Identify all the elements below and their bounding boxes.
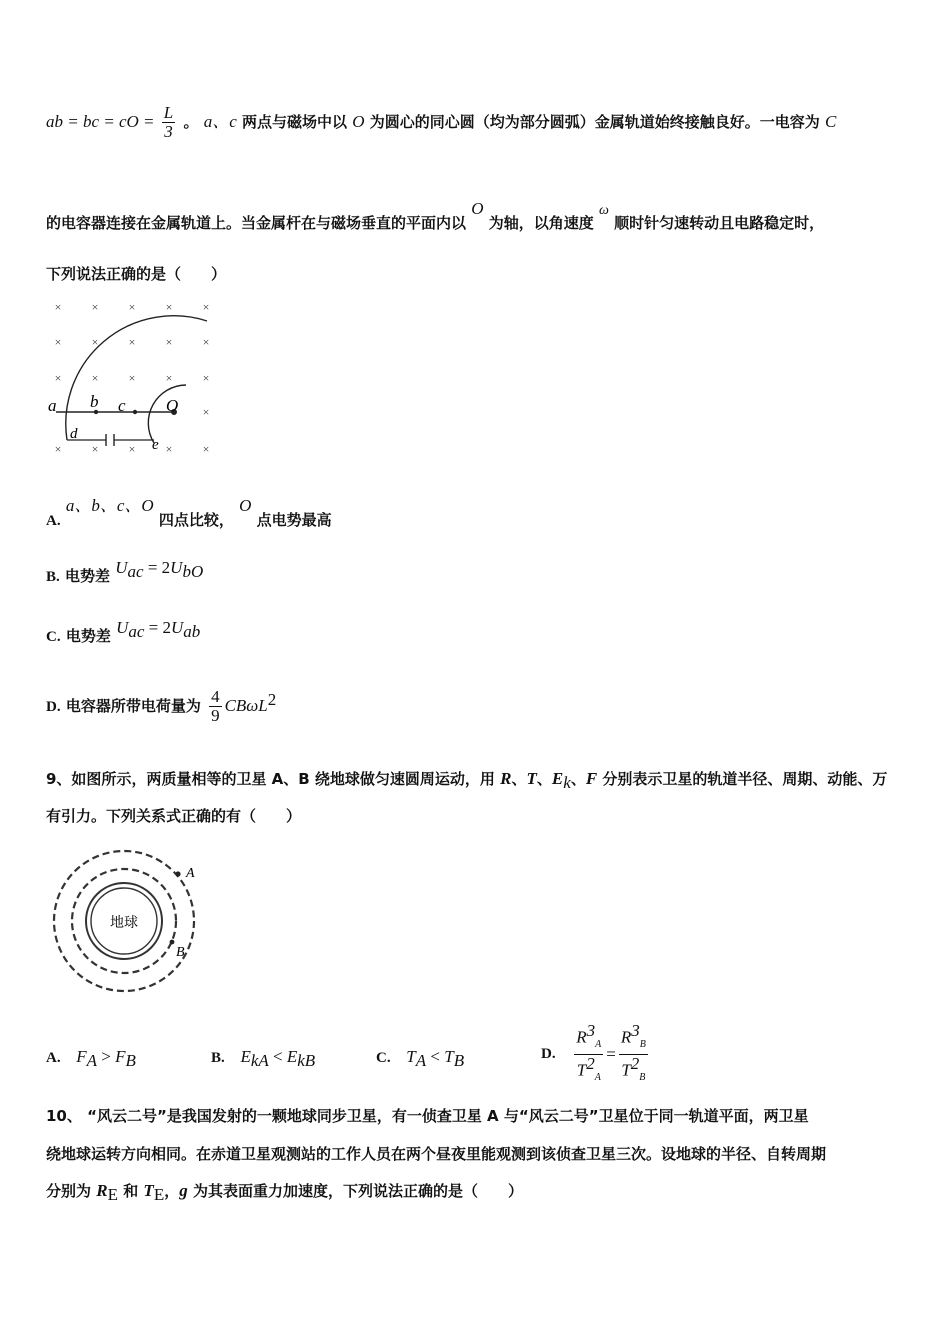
q9-E: E <box>551 769 564 788</box>
q8-fraction <box>162 104 175 141</box>
label-a: a <box>48 396 57 415</box>
q9-satellite-orbits-figure <box>50 845 210 995</box>
field-cross: × <box>128 442 136 456</box>
option-label: A. <box>46 1050 61 1066</box>
q9-optB-r: E <box>286 1047 298 1066</box>
q9-F: F <box>585 769 598 788</box>
q8-optB-eq: = 2 <box>143 558 171 577</box>
q9-option-a[interactable] <box>46 1047 136 1071</box>
q9-option-b[interactable] <box>211 1047 315 1071</box>
q9-optD-ldsub: A <box>594 1072 601 1084</box>
q9-sep-3: 、 <box>570 770 586 788</box>
q10-and: 和 <box>117 1182 144 1200</box>
q8-optA-text2: 点电势最高 <box>256 511 332 529</box>
q8-optA-O: O <box>239 496 252 515</box>
option-label: C. <box>46 629 61 645</box>
q8-line-1 <box>46 104 836 141</box>
q8-ac-math: a、c <box>203 112 237 131</box>
q9-option-d[interactable] <box>541 1022 651 1087</box>
q9-optD-rn: R <box>620 1027 632 1047</box>
q8-line2-text-3: 顺时针匀速转动且电路稳定时， <box>614 214 825 232</box>
q10-RE-sub: E <box>107 1185 118 1204</box>
outer-arc-track <box>66 316 207 440</box>
field-cross: × <box>165 335 173 349</box>
satellite-A <box>175 871 180 876</box>
q9-optD-rd: T <box>621 1060 631 1080</box>
label-O: O <box>166 396 179 415</box>
label-A: A <box>186 866 195 881</box>
point-c <box>133 410 137 414</box>
q10-line3-pre: 分别为 <box>46 1182 97 1200</box>
q9-E-sub: k <box>563 773 571 792</box>
field-cross: × <box>91 300 99 314</box>
option-label: D. <box>46 699 61 715</box>
q8-optD-sup: 2 <box>267 690 277 709</box>
q8-option-a[interactable] <box>46 496 332 530</box>
q9-optA-rsub: B <box>125 1051 136 1070</box>
field-cross: × <box>91 442 99 456</box>
q9-optC-lsub: A <box>415 1051 427 1070</box>
q8-line2-text-1: 的电容器连接在金属轨道上。当金属杆在与磁场垂直的平面内以 <box>46 214 467 232</box>
field-cross: × <box>165 300 173 314</box>
q8-optA-math: a、b、c、O <box>65 496 154 515</box>
q10-TE-sub: E <box>153 1185 165 1204</box>
q10-line3-post: 为其表面重力加速度，下列说法正确的是（ ） <box>187 1182 523 1200</box>
label-b: b <box>90 392 99 411</box>
option-label: D. <box>541 1046 556 1063</box>
q8-text-2: 为圆心的同心圆（均为部分圆弧）金属轨道始终接触良好。一电容为 <box>369 113 820 131</box>
q8-omega: ω <box>599 203 609 218</box>
q9-line-2: 有引力。下列关系式正确的有（ ） <box>46 807 302 825</box>
q8-optB-sub2: bO <box>182 562 204 581</box>
q9-optD-rnsub: B <box>639 1039 646 1051</box>
q10-line-1: 10、 “风云二号”是我国发射的一颗地球同步卫星，有一侦查卫星 A 与“风云二号”卫星位于同一轨道平面，两卫星 <box>46 1107 809 1125</box>
field-cross: × <box>165 371 173 385</box>
q9-optC-op: < <box>426 1047 445 1066</box>
earth-label: 地球 <box>110 915 138 931</box>
q9-optB-op: < <box>268 1047 287 1066</box>
option-label: C. <box>376 1050 391 1066</box>
q10-line-2: 绕地球运转方向相同。在赤道卫星观测站的工作人员在两个昼夜里能观测到该侦查卫星三次。设地球的半径、自转周期 <box>46 1145 827 1163</box>
field-cross: × <box>128 300 136 314</box>
option-label: B. <box>46 569 60 585</box>
q8-magnetic-field-figure <box>44 295 224 460</box>
q10-comma: ， <box>164 1182 180 1200</box>
q8-frac-den: 3 <box>164 122 173 141</box>
q8-optC-U: U <box>116 618 129 637</box>
field-cross: × <box>54 371 62 385</box>
q9-sep-2: 、 <box>536 770 552 788</box>
field-cross: × <box>54 300 62 314</box>
q8-optB-sub1: ac <box>127 562 144 581</box>
q9-optD-ldsup: 2 <box>586 1054 595 1074</box>
q8-C-math: C <box>825 112 837 131</box>
q10-RE: R <box>96 1181 108 1200</box>
q9-optD-rdsub: B <box>639 1072 646 1084</box>
q8-optC-sub1: ac <box>128 622 145 641</box>
q9-line1-pre: 9、如图所示，两质量相等的卫星 A、B 绕地球做匀速圆周运动，用 <box>46 770 501 788</box>
q8-optD-expr: CBωL <box>224 696 268 715</box>
q10-g: g <box>179 1181 188 1200</box>
field-cross: × <box>202 442 210 456</box>
q9-sep-1: 、 <box>511 770 527 788</box>
q8-optA-text1: 四点比较， <box>158 511 234 529</box>
label-d: d <box>70 426 78 442</box>
q10-TE: T <box>143 1181 154 1200</box>
field-cross: × <box>202 300 210 314</box>
q9-optB-l: E <box>240 1047 251 1066</box>
q9-optD-ln: R <box>576 1027 587 1047</box>
q8-optD-fraction <box>209 688 222 725</box>
field-cross: × <box>128 371 136 385</box>
q8-optC-text: 电势差 <box>65 627 111 645</box>
q9-optC-rsub: B <box>453 1051 465 1070</box>
q8-optB-text: 电势差 <box>65 567 111 585</box>
q9-optD-lnsub: A <box>595 1039 602 1051</box>
q8-line2-text-2: 为轴，以角速度 <box>488 214 594 232</box>
field-cross: × <box>202 405 210 419</box>
q9-option-c[interactable] <box>376 1047 464 1071</box>
q9-optB-rsub: kB <box>297 1051 316 1070</box>
q8-equality-math: ab = bc = cO = <box>46 112 159 131</box>
q9-optD-ld: T <box>576 1060 587 1080</box>
q10-line-3 <box>46 1180 523 1205</box>
label-c: c <box>118 396 126 415</box>
q8-dot: 。 <box>183 113 199 131</box>
option-label: A. <box>46 513 61 529</box>
q9-optD-left-frac <box>574 1022 603 1087</box>
q8-line2-O: O <box>471 199 484 218</box>
q9-optA-lsub: A <box>86 1051 98 1070</box>
q8-optD-text: 电容器所带电荷量为 <box>65 697 201 715</box>
q8-optC-U2: U <box>171 618 184 637</box>
q8-optD-den: 9 <box>211 706 220 725</box>
q8-option-b[interactable] <box>46 558 204 590</box>
field-cross: × <box>91 335 99 349</box>
q8-optC-sub2: ab <box>183 622 201 641</box>
q8-text-1: 两点与磁场中以 <box>242 113 348 131</box>
label-B: B <box>176 945 185 960</box>
field-cross: × <box>54 335 62 349</box>
q9-optB-lsub: kA <box>250 1051 269 1070</box>
q9-optC-l: T <box>406 1047 416 1066</box>
q9-optD-lnsup: 3 <box>586 1021 596 1040</box>
q8-option-d[interactable] <box>46 688 276 725</box>
q9-line-1 <box>46 768 887 793</box>
satellite-B <box>170 940 175 945</box>
q9-optA-op: > <box>97 1047 116 1066</box>
q9-R: R <box>500 769 512 788</box>
q8-optC-eq: = 2 <box>144 618 171 637</box>
option-label: B. <box>211 1050 225 1066</box>
q9-optD-right-frac <box>619 1022 648 1087</box>
q8-optD-num: 4 <box>211 687 220 706</box>
q9-line1-post: 分别表示卫星的轨道半径、周期、动能、万 <box>597 770 888 788</box>
field-cross: × <box>54 442 62 456</box>
q9-optC-r: T <box>444 1047 454 1066</box>
q8-line-2 <box>46 199 825 233</box>
q8-optB-U2: U <box>170 558 183 577</box>
q9-T: T <box>526 769 537 788</box>
q9-optD-rdsup: 2 <box>630 1054 640 1074</box>
q9-optD-rnsup: 3 <box>631 1021 640 1040</box>
label-e: e <box>152 437 159 453</box>
field-cross: × <box>202 371 210 385</box>
field-cross: × <box>128 335 136 349</box>
q8-optB-U: U <box>115 558 128 577</box>
field-cross: × <box>202 335 210 349</box>
q9-optA-r: F <box>115 1047 126 1066</box>
q8-O-math: O <box>352 112 365 131</box>
field-cross: × <box>165 442 173 456</box>
q8-option-c[interactable] <box>46 618 201 650</box>
q8-line-3: 下列说法正确的是（ ） <box>46 265 227 283</box>
field-cross: × <box>91 371 99 385</box>
q9-optA-l: F <box>76 1047 87 1066</box>
q8-frac-num: L <box>163 103 174 122</box>
q9-optD-eq: = <box>606 1044 616 1064</box>
